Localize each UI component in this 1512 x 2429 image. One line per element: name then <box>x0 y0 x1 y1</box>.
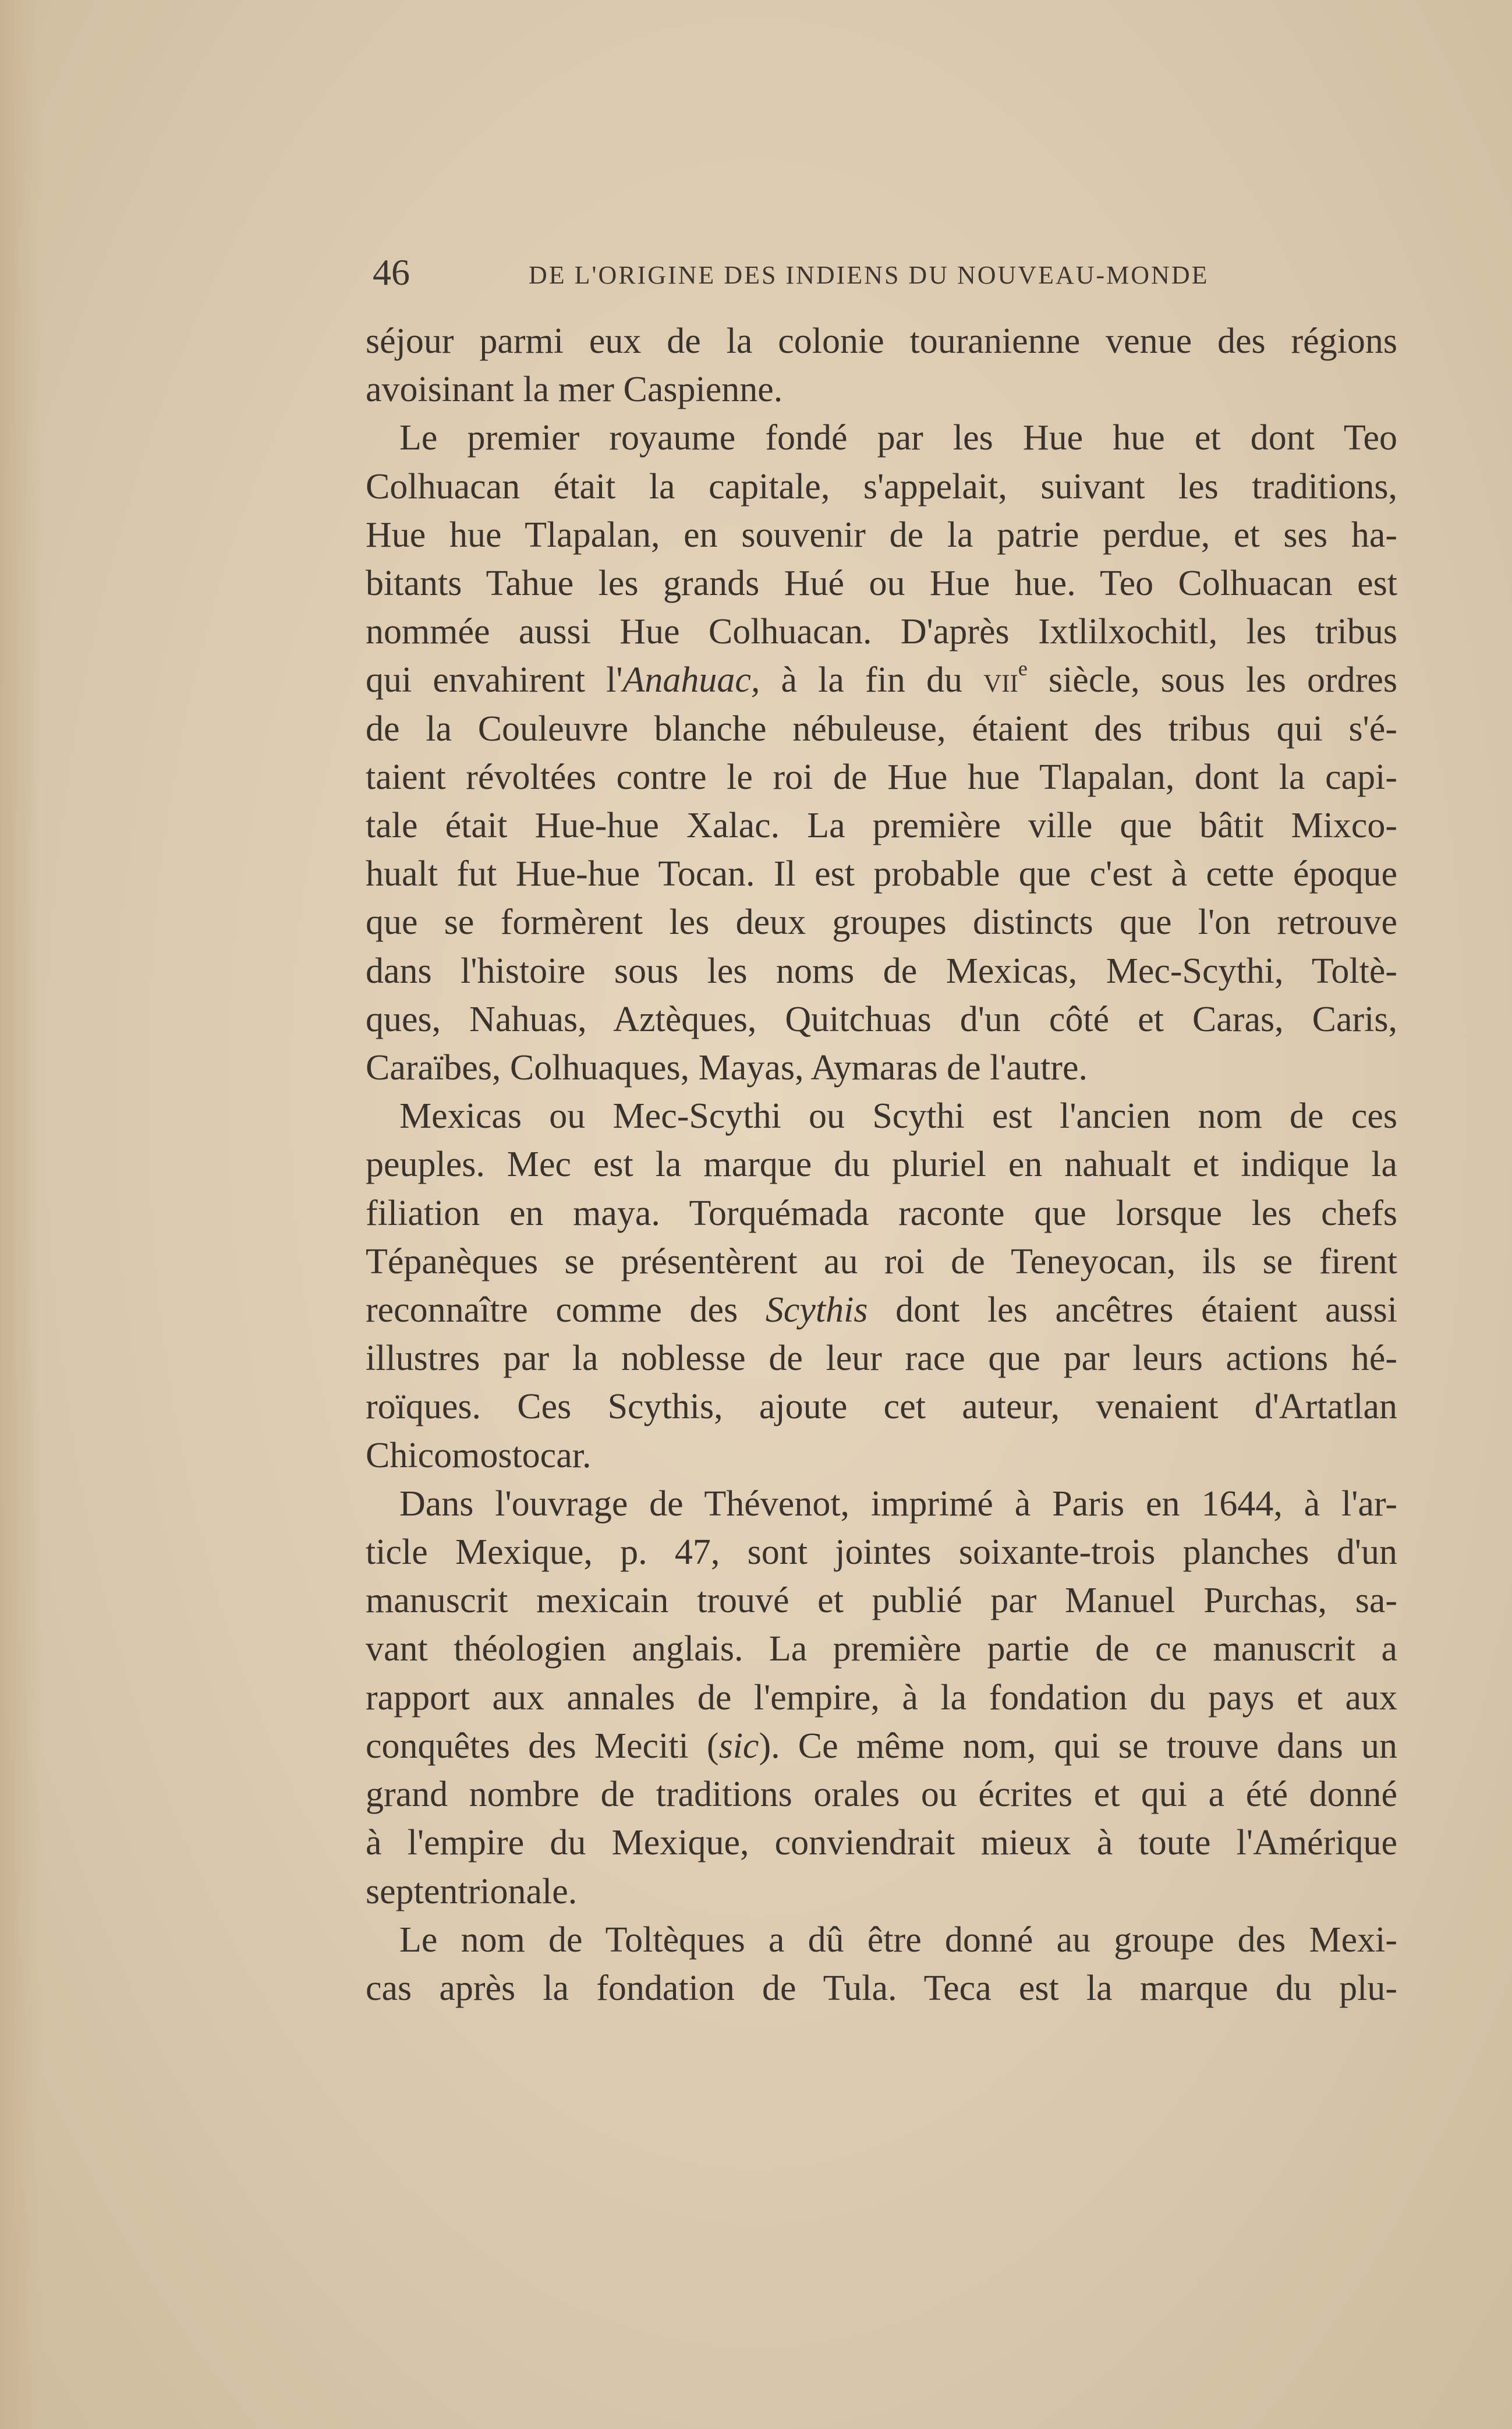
text-line: ques, Nahuas, Aztèques, Quitchuas d'un côté et Caras, Caris, <box>366 999 1397 1039</box>
running-title: DE L'ORIGINE DES INDIENS DU NOUVEAU-MONDE <box>529 261 1209 289</box>
italic-term: Anahuac, <box>622 660 760 700</box>
text-line: septentrionale. <box>366 1871 578 1911</box>
text-line: peuples. Mec est la marque du pluriel en nahualt et indique la <box>366 1145 1397 1185</box>
italic-term: sic <box>718 1726 759 1766</box>
text-line: manuscrit mexicain trouvé et publié par Manuel Purchas, sa- <box>366 1581 1397 1621</box>
paragraph-5 <box>366 1916 1397 2013</box>
italic-term: Scythis <box>765 1290 868 1330</box>
text-line: Tépanèques se présentèrent au roi de Teneyocan, ils se firent <box>366 1241 1397 1281</box>
body-text <box>366 317 1397 2013</box>
text-line: Le premier royaume fondé par les Hue hue et dont Teo <box>399 418 1397 458</box>
paragraph-1 <box>366 317 1397 414</box>
text-line: cas après la fondation de Tula. Teca est la marque du plu- <box>366 1968 1397 2008</box>
text-line: Le nom de Toltèques a dû être donné au groupe des Mexi- <box>399 1920 1397 1960</box>
text-line-mixed <box>366 1286 1397 1334</box>
text-line: Dans l'ouvrage de Thévenot, imprimé à Paris en 1644, à l'ar- <box>399 1483 1397 1524</box>
text-line: nommée aussi Hue Colhuacan. D'après Ixtlilxochitl, les tribus <box>366 612 1397 652</box>
text-line: Mexicas ou Mec-Scythi ou Scythi est l'ancien nom de ces <box>399 1096 1397 1136</box>
text-line: bitants Tahue les grands Hué ou Hue hue. Teo Colhuacan est <box>366 564 1397 604</box>
text-line: Caraïbes, Colhuaques, Mayas, Aymaras de l'autre. <box>366 1048 1088 1088</box>
text-run: à la fin du <box>760 660 984 700</box>
page-number: 46 <box>373 252 410 293</box>
text-line: Hue hue Tlapalan, en souvenir de la patrie perdue, et ses ha- <box>366 515 1397 555</box>
text-line: Chicomostocar. <box>366 1435 592 1475</box>
text-line: rapport aux annales de l'empire, à la fondation du pays et aux <box>366 1677 1397 1718</box>
paragraph-2 <box>366 414 1397 1092</box>
text-line: avoisinant la mer Caspienne. <box>366 370 783 410</box>
paragraph-4 <box>366 1480 1397 1916</box>
text-line: roïques. Ces Scythis, ajoute cet auteur, venaient d'Artatlan <box>366 1387 1397 1427</box>
text-line: grand nombre de traditions orales ou écrites et qui a été donné <box>366 1775 1397 1815</box>
text-line: Colhuacan était la capitale, s'appelait, suivant les traditions, <box>366 466 1397 507</box>
text-line: de la Couleuvre blanche nébuleuse, étaient des tribus qui s'é- <box>366 709 1397 749</box>
text-line: à l'empire du Mexique, conviendrait mieux à toute l'Amérique <box>366 1823 1397 1863</box>
text-line: dans l'histoire sous les noms de Mexicas, Mec-Scythi, Toltè- <box>366 951 1397 991</box>
superscript: e <box>1018 657 1028 681</box>
text-line: taient révoltées contre le roi de Hue hue Tlapalan, dont la capi- <box>366 757 1397 797</box>
text-run: conquêtes des Meciti ( <box>366 1726 719 1766</box>
text-line: que se formèrent les deux groupes distincts que l'on retrouve <box>366 902 1397 943</box>
century-numeral: vii <box>983 660 1018 700</box>
paragraph-3 <box>366 1092 1397 1480</box>
text-line: séjour parmi eux de la colonie touranienne venue des régions <box>366 321 1397 361</box>
text-line: hualt fut Hue-hue Tocan. Il est probable que c'est à cette époque <box>366 854 1397 894</box>
text-run: dont les ancêtres étaient aussi <box>867 1290 1398 1330</box>
text-line: illustres par la noblesse de leur race que par leurs actions hé- <box>366 1339 1397 1379</box>
text-line-mixed <box>366 1722 1397 1771</box>
text-line: ticle Mexique, p. 47, sont jointes soixante-trois planches d'un <box>366 1532 1397 1573</box>
text-line: vant théologien anglais. La première partie de ce manuscrit a <box>366 1629 1397 1669</box>
text-line: filiation en maya. Torquémada raconte que lorsque les chefs <box>366 1193 1397 1233</box>
text-run: ). Ce même nom, qui se trouve dans un <box>759 1726 1397 1766</box>
text-line: tale était Hue-hue Xalac. La première ville que bâtit Mixco- <box>366 806 1397 846</box>
page-header <box>373 249 1403 296</box>
page-edge-shadow <box>0 0 41 2429</box>
text-line-mixed <box>366 656 1397 704</box>
text-run: reconnaître comme des <box>366 1290 766 1330</box>
text-run: siècle, sous les ordres <box>1027 660 1398 700</box>
text-run: qui envahirent l' <box>366 660 623 700</box>
